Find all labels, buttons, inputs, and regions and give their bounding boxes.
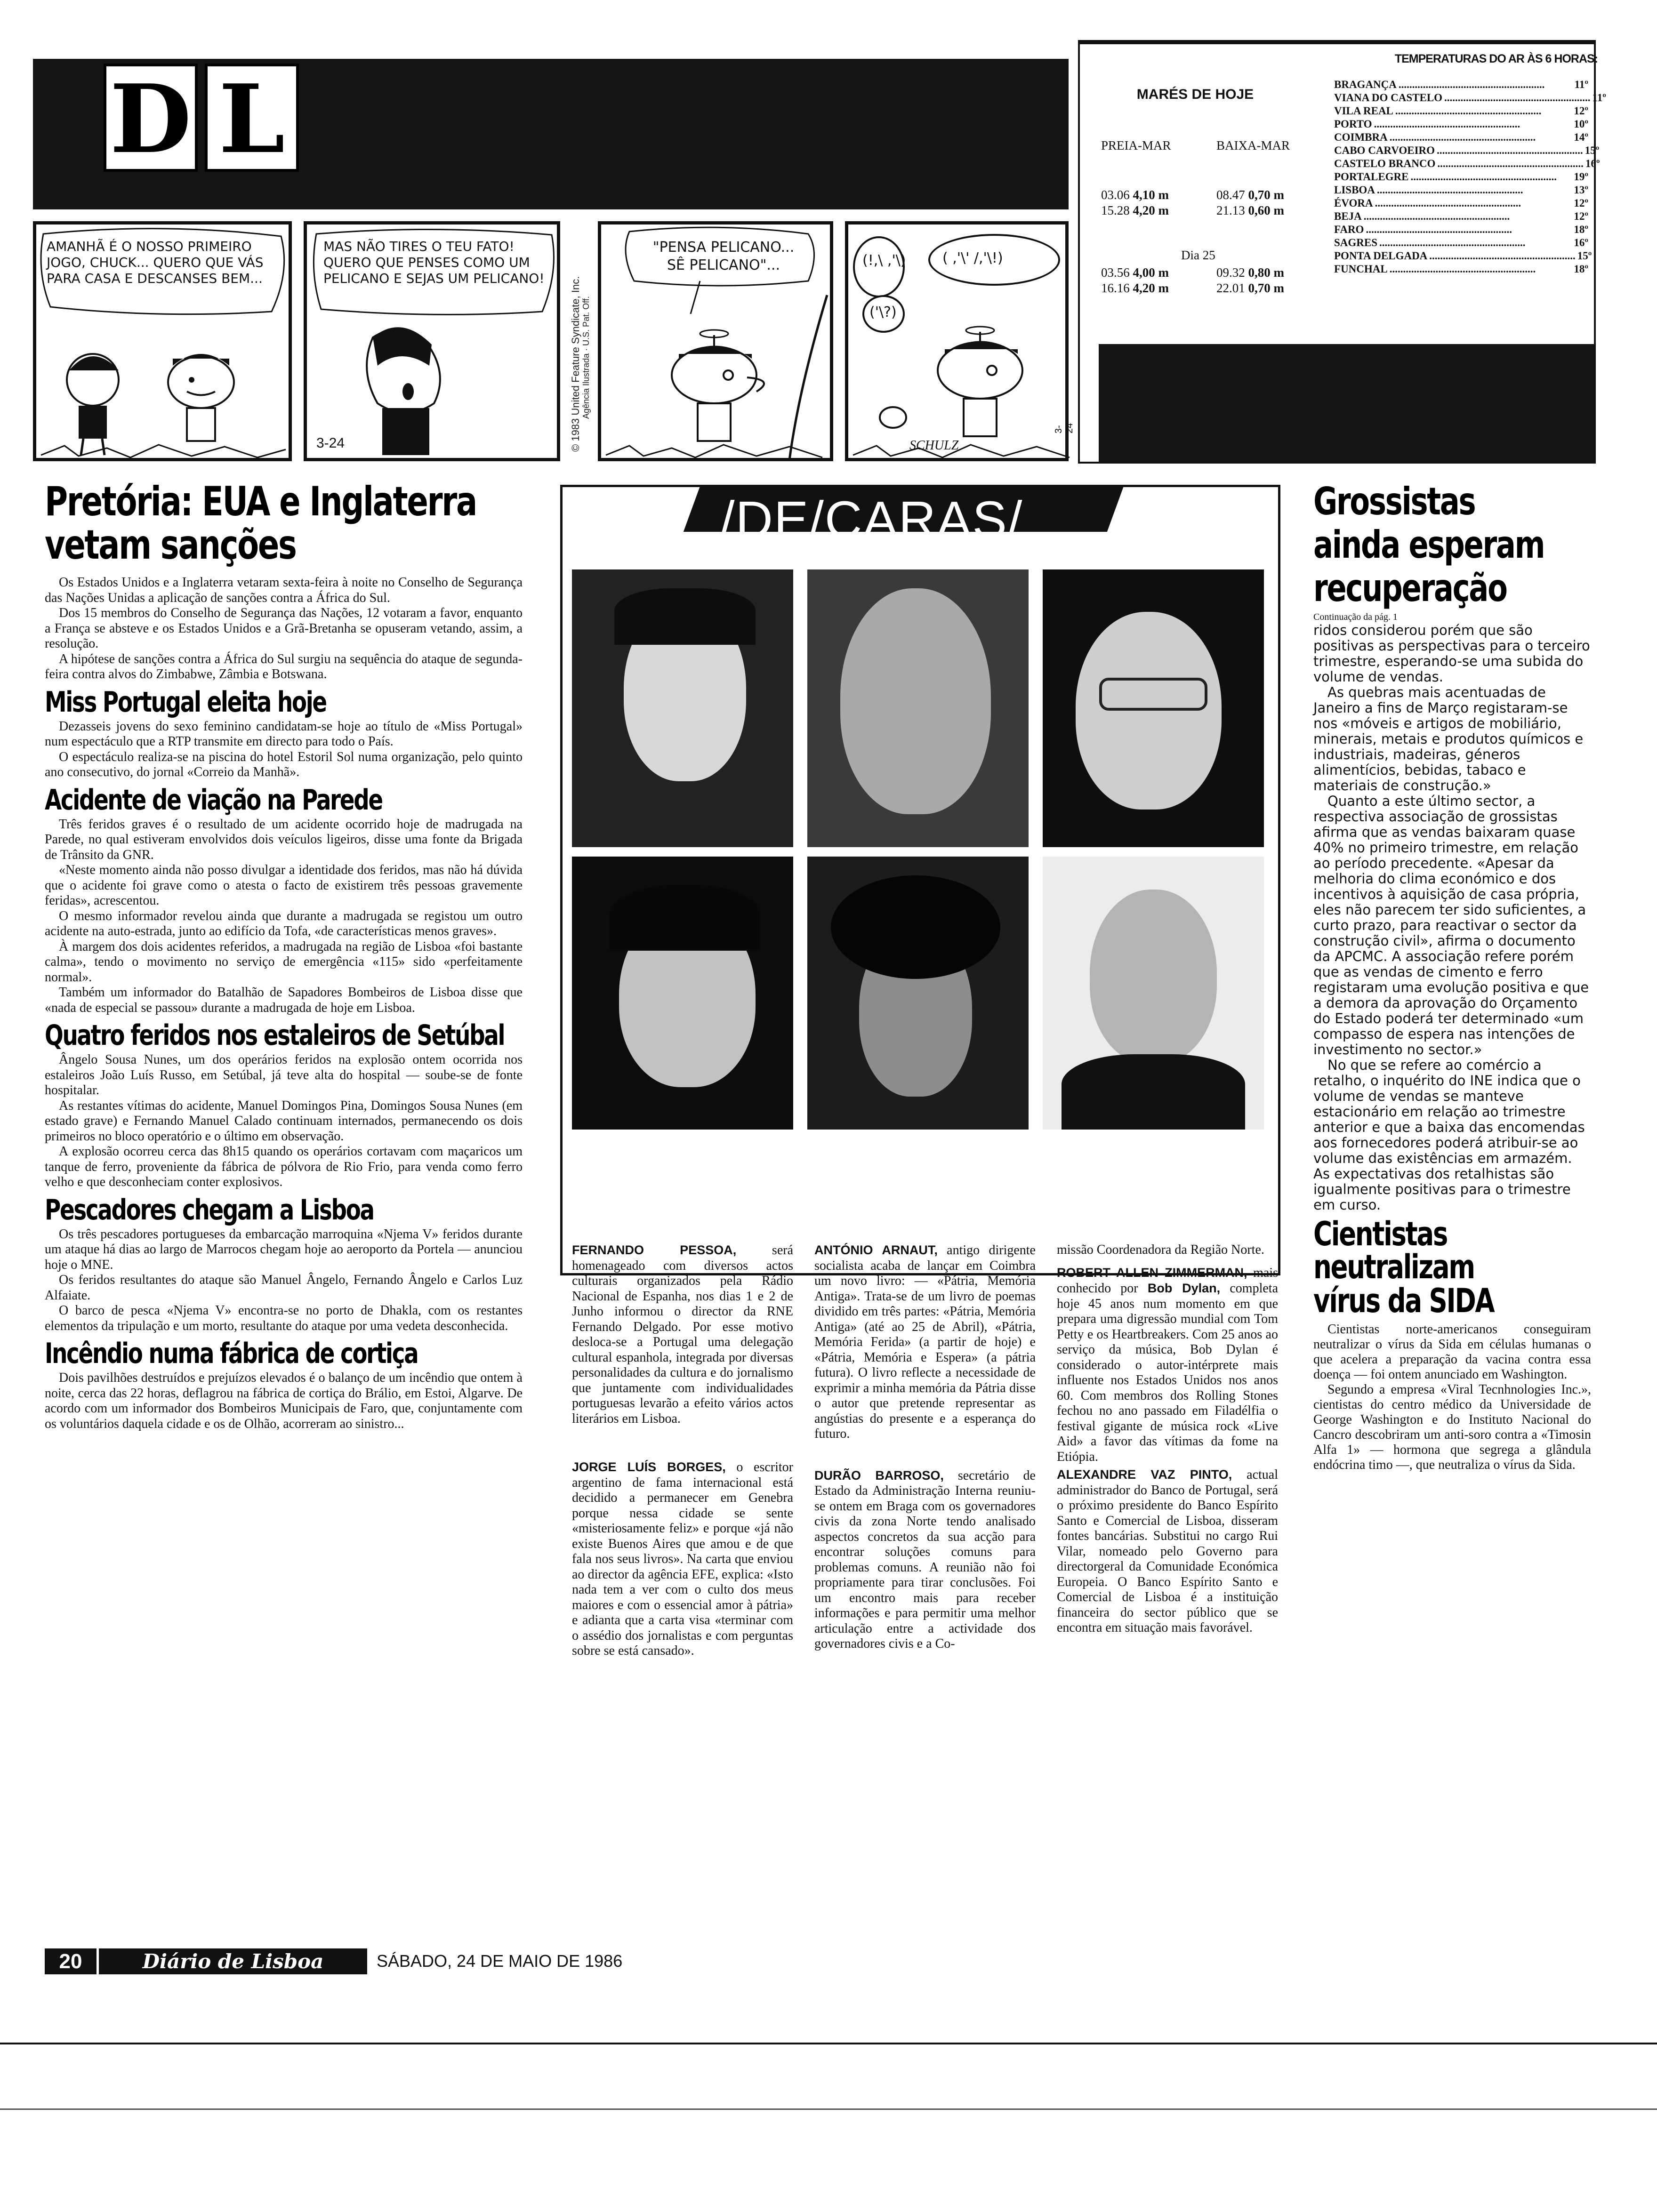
strip-date: 3-24 [316, 435, 345, 451]
temperature-value: 13º [1574, 184, 1588, 196]
temperature-value: 11º [1574, 79, 1588, 90]
speech-text: "PENSA PELICANO... SÊ PELICANO"... [652, 239, 795, 273]
time: 22.01 [1216, 281, 1245, 295]
temperature-row [1334, 79, 1588, 91]
temperature-row [1334, 263, 1588, 275]
tides-title: MARÉS DE HOJE [1136, 87, 1254, 102]
temperature-value: 12º [1574, 105, 1588, 117]
leader-dots: ...................................................... [1374, 118, 1520, 130]
headline: Cientistas [1313, 1215, 1448, 1253]
caption [572, 1459, 793, 1659]
headline: ainda esperam [1313, 523, 1544, 567]
paragraph: Os feridos resultantes do ataque são Manuel Ângelo, Fernando Ângelo e Carlos Luz Alfaiate. [45, 1273, 523, 1303]
masthead-letter-l: L [205, 64, 299, 172]
peppermint-patty-and-snoopy-drawing [36, 224, 290, 460]
caption-column-2 [814, 1242, 1036, 1652]
height: 0,80 m [1248, 265, 1284, 280]
caption [1057, 1467, 1278, 1636]
caption [1057, 1265, 1278, 1465]
height: 0,60 m [1248, 203, 1284, 217]
temperature-row [1334, 184, 1588, 196]
paragraph: Cientistas norte-americanos conseguiram neutralizar o vírus da Sida em células humanas o que acelera a preparação da vacina contra essa doença — foi ontem anunciado em Washington. [1313, 1322, 1591, 1382]
headline: Quatro feridos nos estaleiros de Setúbal [45, 1019, 505, 1052]
height: 0,70 m [1248, 281, 1284, 295]
issue-date: SÁBADO, 24 DE MAIO DE 1986 [377, 1951, 623, 1971]
article-body [1313, 1322, 1591, 1473]
caption [814, 1242, 1036, 1442]
time: 03.06 [1101, 188, 1130, 202]
height: 4,10 m [1133, 188, 1169, 202]
paragraph: Três feridos graves é o resultado de um acidente ocorrido hoje de madrugada na Parede, no qual estiveram envolvidos dois veículos ligeiros, disse uma fonte da Brigada de Trânsito da GNR. [45, 817, 523, 862]
tide-row [1216, 203, 1284, 218]
leader-dots: ...................................................... [1437, 144, 1583, 156]
caption-text: actual administrador do Banco de Portugal, será o próximo presidente do Banco Espírito Santo e Comercial de Lisboa, disseram fontes bancárias. Substitui no cargo Rui Vilar, nomeado pelo Governo para directorgeral da Comunidade Económica Europeia. O Banco Espírito Santo e Comercial de Lisboa é a instituição financeira do sector público que se encontra em situação mais favorável. [1057, 1467, 1278, 1635]
caption-text: completa hoje 45 anos num momento em que prepara uma digressão mundial com Tom Petty e os Heartbreakers. Com 25 anos ao serviço da música, Bob Dylan é considerado o autor-intérprete mais influente nos Estados Unidos nos anos 60. Com membros dos Rolling Stones fechou no ano passado em Filadélfia o festival gigante de música rock «Live Aid» a favor das vítimas da fome na Etiópia. [1057, 1281, 1279, 1464]
leader-dots: ...................................................... [1437, 158, 1584, 169]
low-tide-header: BAIXA-MAR [1216, 138, 1290, 152]
comic-panel-1 [33, 221, 292, 461]
temperature-row [1334, 158, 1600, 170]
paragraph: Dos 15 membros do Conselho de Segurança das Nações, 12 votaram a favor, enquanto a França se absteve e os Estados Unidos e a Grã-Bretanha se opuseram vetando, assim, a resolução. [45, 606, 523, 651]
continuation-note: Continuação da pág. 1 [1313, 612, 1398, 622]
portrait-photo-durao-barroso [572, 857, 793, 1130]
city-name: CASTELO BRANCO [1334, 158, 1436, 169]
weather-dark-panel [1099, 344, 1594, 462]
tide-row [1216, 188, 1284, 202]
time: 09.32 [1216, 265, 1245, 280]
person-name: DURÃO BARROSO, [814, 1468, 944, 1483]
paragraph: O mesmo informador revelou ainda que durante a madrugada se registou um outro acidente na auto-estrada, junto ao edifício da Tofa, «de características menos graves». [45, 908, 523, 938]
city-name: VIANA DO CASTELO [1334, 92, 1443, 104]
person-name: Bob Dylan, [1147, 1281, 1221, 1295]
paragraph: «Neste momento ainda não posso divulgar a identidade dos feridos, mas não há dúvida que o acidente foi grave como o atesta o facto de existirem três pessoas gravemente feridas», acrescentou. [45, 863, 523, 908]
city-name: FUNCHAL [1334, 263, 1388, 275]
caption [572, 1242, 793, 1427]
bird-chatter: ( ,'\' /,'\!) [942, 250, 1003, 266]
leader-dots: ...................................................... [1379, 237, 1526, 248]
leader-dots: ...................................................... [1410, 171, 1557, 183]
snoopy-and-woodstock-drawing [848, 224, 1070, 460]
city-name: COIMBRA [1334, 131, 1388, 143]
leader-dots: ...................................................... [1376, 184, 1523, 196]
paragraph: Também um informador do Batalhão de Sapadores Bombeiros de Lisboa disse que «nada de especial se passou» durante a madrugada de hoje em Lisboa. [45, 985, 523, 1015]
leader-dots: ...................................................... [1398, 79, 1545, 90]
temperature-row [1334, 197, 1588, 209]
temperature-value: 10º [1574, 118, 1588, 130]
paragraph: A hipótese de sanções contra a África do Sul surgiu na sequência do ataque de segunda-feira contra alvos do Zimbabwe, Zâmbia e Botswana. [45, 651, 523, 681]
leader-dots: ...................................................... [1389, 263, 1536, 275]
comic-panel-3 [598, 221, 833, 461]
headline: Pescadores chegam a Lisboa [45, 1193, 374, 1226]
tide-row [1216, 281, 1284, 296]
temperature-row [1334, 144, 1600, 157]
leader-dots: ...................................................... [1395, 105, 1542, 117]
temperature-value: 16º [1585, 158, 1600, 169]
person-name: ANTÓNIO ARNAUT, [814, 1243, 938, 1257]
caption-text: mais conhecido por [1057, 1265, 1278, 1296]
person-name: JORGE LUÍS BORGES, [572, 1460, 726, 1474]
paragraph: Dezasseis jovens do sexo feminino candidatam-se hoje ao título de «Miss Portugal» num espectáculo que a RTP transmite em directo para todo o País. [45, 719, 523, 749]
paragraph: O barco de pesca «Njema V» encontra-se no porto de Dhakla, com os restantes elementos da tripulação e um morto, resultante do ataque por uma vedeta desconhecida. [45, 1303, 523, 1333]
leader-dots: ...................................................... [1375, 197, 1521, 209]
headline: Miss Portugal eleita hoje [45, 685, 326, 719]
temperature-value: 15º [1577, 250, 1592, 262]
height: 4,00 m [1133, 265, 1169, 280]
temperature-value: 16º [1574, 237, 1588, 248]
temperature-row [1334, 92, 1606, 104]
leader-dots: ...................................................... [1429, 250, 1576, 262]
strip-date: 3-24 [1054, 423, 1075, 434]
temperature-value: 18º [1574, 263, 1588, 275]
page-number: 20 [45, 1948, 97, 1974]
paragraph: Os três pescadores portugueses da embarcação marroquina «Njema V» feridos durante um ataque há dias ao largo de Marrocos chegam hoje ao aeroporto da Portela — anunciou hoje o MNE. [45, 1226, 523, 1272]
paragraph: Segundo a empresa «Viral Tecnhnologies Inc.», cientistas do centro médico da Universidade de George Washington e do Instituto Nacional do Cancro descobriram um anti-soro contra a «Timosin Alfa 1» — hormona que segrega a glândula endócrina timo —, que neutraliza o vírus da Sida. [1313, 1382, 1591, 1472]
left-news-column [45, 480, 523, 1432]
headline: Grossistas [1313, 480, 1475, 523]
portrait-photo-bob-dylan [807, 857, 1029, 1130]
temperatures-title: TEMPERATURAS DO AR ÀS 6 HORAS: [1394, 52, 1598, 65]
paragraph: Dois pavilhões destruídos e prejuízos elevados é o balanço de um incêndio que ontem à noite, cerca das 22 horas, deflagrou na fábrica de cortiça do Brálio, em Estoi, Algarve. De acordo com um informador dos Bombeiros Municipais de Faro, que, conjuntamente com os voluntários daquela cidade e os de Olhão, acorreram ao sinistro... [45, 1370, 523, 1431]
paragraph: ridos considerou porém que são positivas as perspectivas para o terceiro trimestre, esperando-se uma subida do volume de vendas. [1313, 622, 1590, 685]
city-name: LISBOA [1334, 184, 1375, 196]
paragraph: A explosão ocorreu cerca das 8h15 quando os operários cortavam com maçaricos um tanque de ferro, proveniente da fábrica de pólvora de Rio Frio, para venda como ferro velho e que desconheciam conter explosivos. [45, 1144, 523, 1189]
tide-row [1101, 188, 1169, 202]
temperature-row [1334, 210, 1588, 223]
leader-dots: ...................................................... [1366, 224, 1512, 235]
feature-title: /DE/CARAS/ [720, 491, 1023, 549]
scan-edge-rule [0, 2108, 1657, 2110]
city-name: PONTA DELGADA [1334, 250, 1428, 262]
page-footer [45, 1948, 647, 1977]
temperature-row [1334, 118, 1588, 130]
weather-tides-box [1078, 40, 1606, 464]
tide-row [1101, 265, 1169, 280]
portrait-photo-alexandre-vaz-pinto [1043, 857, 1264, 1130]
temperature-row [1334, 224, 1588, 236]
article-body [45, 575, 523, 682]
paragraph: Ângelo Sousa Nunes, um dos operários feridos na explosão ontem ocorrida nos estaleiros João Luís Russo, em Setúbal, já teve alta do hospital — soube-se de fonte hospitalar. [45, 1052, 523, 1098]
temperature-row [1334, 237, 1588, 249]
comic-panel-2 [304, 221, 560, 461]
portrait-photo-jorge-luis-borges [807, 569, 1029, 847]
caption-text: será homenageado com diversos actos culturais organizados pela Rádio Nacional de Espanha, nos dias 1 e 2 de Junho informou o director da RNE Fernando Delgado. Por esse motivo desloca-se a Portugal uma delegação cultural espanhola, integrada por diversas personalidades da cultura e do jornalismo que juntamente com individualidades portuguesas levarão a efeito vários actos literários em Lisboa. [572, 1243, 793, 1426]
article-body [45, 817, 523, 1016]
day-25-label: Dia 25 [1181, 248, 1215, 262]
city-name: CABO CARVOEIRO [1334, 144, 1435, 156]
article-body [45, 1227, 523, 1334]
city-name: BRAGANÇA [1334, 79, 1397, 90]
caption-text: missão Coordenadora da Região Norte. [1057, 1242, 1264, 1257]
time: 16.16 [1101, 281, 1130, 295]
paragraph: Quanto a este último sector, a respectiva associação de grossistas afirma que as vendas baixaram quase 40% no primeiro trimestre, em relação ao período precedente. «Apesar da melhoria do clima económico e dos incentivos à aquisição de casa própria, eles não parecem ter sido suficientes, a curto prazo, para reactivar o sector da construção civil», afirma o documento da APCMC. A associação refere porém que as vendas de cimento e ferro registaram uma evolução positiva e que a demora da aprovação do Orçamento do Estado poderá ter determinado «um compasso de espera nas intenções de investimento no sector.» [1313, 793, 1589, 1058]
caption-column-3 [1057, 1242, 1278, 1636]
newspaper-name: Diário de Lisboa [99, 1948, 367, 1974]
tide-row [1101, 203, 1169, 218]
headline: Incêndio numa fábrica de cortiça [45, 1337, 418, 1370]
temperature-value: 14º [1574, 131, 1588, 143]
paragraph: As quebras mais acentuadas de Janeiro a fins de Março registaram-se nos «móveis e artigos de mobiliário, minerais, metais e produtos químicos e industriais, madeiras, géneros alimentícios, bebidas, tabaco e materiais de construção.» [1313, 684, 1584, 793]
temperature-value: 11º [1592, 92, 1606, 104]
person-name: ROBERT ALLEN ZIMMERMAN, [1057, 1265, 1247, 1280]
speech-text: AMANHÃ É O NOSSO PRIMEIRO JOGO, CHUCK... QUERO QUE VÁS PARA CASA E DESCANSES BEM... [47, 239, 264, 286]
leader-dots: ...................................................... [1444, 92, 1591, 104]
paragraph: À margem dos dois acidentes referidos, a madrugada na região de Lisboa «foi bastante calma», tendo o movimento no serviço de emergência «115» sido «perfeitamente normal». [45, 939, 523, 985]
article-body [45, 719, 523, 780]
city-name: PORTALEGRE [1334, 171, 1409, 183]
city-name: ÉVORA [1334, 197, 1373, 209]
snoopy-pelican-drawing [601, 224, 834, 460]
bird-chatter: ('\?) [869, 304, 897, 321]
time: 03.56 [1101, 265, 1130, 280]
peppermint-patty-drawing [307, 224, 561, 460]
person-name: ALEXANDRE VAZ PINTO, [1057, 1467, 1232, 1482]
headline: vírus da SIDA [1313, 1282, 1494, 1320]
leader-dots: ...................................................... [1363, 210, 1510, 222]
city-name: BEJA [1334, 210, 1362, 222]
headline: recuperação [1313, 566, 1507, 610]
time: 15.28 [1101, 203, 1130, 217]
bird-chatter: (!,\ ,'\) [862, 252, 906, 269]
temperature-value: 12º [1574, 197, 1588, 209]
city-name: SAGRES [1334, 237, 1378, 248]
headline: vetam sanções [45, 521, 296, 569]
comic-strip [33, 221, 1075, 466]
caption-text: o escritor argentino de fama internacional está decidido a permanecer em Genebra porque nessa cidade se sente «misteriosamente feliz» e porque «já não existe Buenos Aires que amou e de que fala nos seus livros». Na carta que enviou ao director da agência EFE, explica: «Isto nada tem a ver com o culto dos meus maiores e com o essencial amor à pátria» e adianta que a carta visa «terminar com o assédio dos jornalistas e com perguntas sobre se está cansado». [572, 1460, 793, 1658]
caption-text: secretário de Estado da Administração Interna reuniu-se ontem em Braga com os governadores civis da zona Norte tendo analisado aspectos concretos da sua acção para encontrar soluções comuns para problemas comuns. A reunião não foi propriamente para tirar conclusões. Foi um encontro mais para receber informações e para permitir uma melhor articulação entre a actividade dos governadores civis e a Co- [814, 1468, 1036, 1651]
person-name: FERNANDO PESSOA, [572, 1243, 737, 1257]
paragraph: No que se refere ao comércio a retalho, o inquérito do INE indica que o volume de vendas se manteve estacionário em relação ao trimestre anterior e que a baixa das encomendas aos fornecedores poderá atribuir-se ao volume das existências em armazém. As expectativas dos retalhistas são igualmente positivas para o trimestre em curso. [1313, 1057, 1585, 1213]
caption [814, 1468, 1036, 1652]
article-body [1313, 623, 1591, 1213]
time: 08.47 [1216, 188, 1245, 202]
caption-text: antigo dirigente socialista acaba de lançar em Coimbra um novo livro: — «Pátria, Memória Antiga». Trata-se de um livro de poemas dividido em três partes: «Pátria, Memória Antiga» (até ao 25 de Abril), «Pátria, Memória Ferida» (a partir de hoje) e «Pátria, Memória e Espera» (a pátria futura). O livro reflecte a necessidade de exprimir a minha memória da Pátria disse o autor que pretende representar as angústias do presente e a esperança do futuro. [814, 1243, 1036, 1441]
paragraph: O espectáculo realiza-se na piscina do hotel Estoril Sol numa organização, pelo quinto ano consecutivo, do jornal «Correio da Manhã». [45, 749, 523, 779]
temperature-row [1334, 250, 1592, 262]
top-rule [1080, 42, 1594, 44]
temperature-value: 18º [1574, 224, 1588, 235]
scan-edge-rule [0, 2043, 1657, 2044]
temperature-value: 15º [1585, 144, 1600, 156]
article-body [45, 1370, 523, 1432]
tide-row [1101, 281, 1169, 296]
tide-row [1216, 265, 1284, 280]
portrait-photo-antonio-arnaut [1043, 569, 1264, 847]
portrait-photo-fernando-pessoa [572, 569, 793, 847]
temperature-value: 19º [1574, 171, 1588, 183]
leader-dots: ...................................................... [1389, 131, 1536, 143]
masthead-banner [33, 59, 1069, 209]
city-name: FARO [1334, 224, 1364, 235]
paragraph: As restantes vítimas do acidente, Manuel Domingos Pina, Domingos Sousa Nunes (em estado grave) e Fernando Manuel Calado continuam internados, permanecendo os dois primeiros no bloco operatório e o último em observação. [45, 1098, 523, 1144]
paragraph: Os Estados Unidos e a Inglaterra vetaram sexta-feira à noite no Conselho de Segurança das Nações Unidas a aplicação de sanções contra a África do Sul. [45, 575, 523, 605]
high-tide-header: PREIA-MAR [1101, 138, 1171, 152]
height: 4,20 m [1133, 281, 1169, 295]
agency-credit: Agência Ilustrada · U.S. Pat. Off. [581, 296, 591, 419]
article-body [45, 1052, 523, 1190]
temperature-value: 12º [1574, 210, 1588, 222]
artist-signature: SCHULZ [909, 438, 959, 453]
time: 21.13 [1216, 203, 1245, 217]
height: 0,70 m [1248, 188, 1284, 202]
temperature-row [1334, 131, 1588, 144]
comic-panel-4 [845, 221, 1075, 461]
masthead-letter-d: D [104, 64, 198, 172]
temperature-row [1334, 105, 1588, 117]
right-news-column [1313, 480, 1591, 1473]
caption-column-1 [572, 1242, 793, 1659]
copyright-credit: © 1983 United Feature Syndicate, Inc. [570, 276, 581, 452]
headline: Pretória: EUA e Inglaterra [45, 478, 476, 525]
headline: neutralizam [1313, 1248, 1474, 1286]
height: 4,20 m [1133, 203, 1169, 217]
city-name: PORTO [1334, 118, 1372, 130]
speech-text: MAS NÃO TIRES O TEU FATO! QUERO QUE PENSES COMO UM PELICANO E SEJAS UM PELICANO! [323, 239, 545, 286]
headline: Acidente de viação na Parede [45, 783, 382, 817]
temperature-row [1334, 171, 1588, 183]
city-name: VILA REAL [1334, 105, 1393, 117]
